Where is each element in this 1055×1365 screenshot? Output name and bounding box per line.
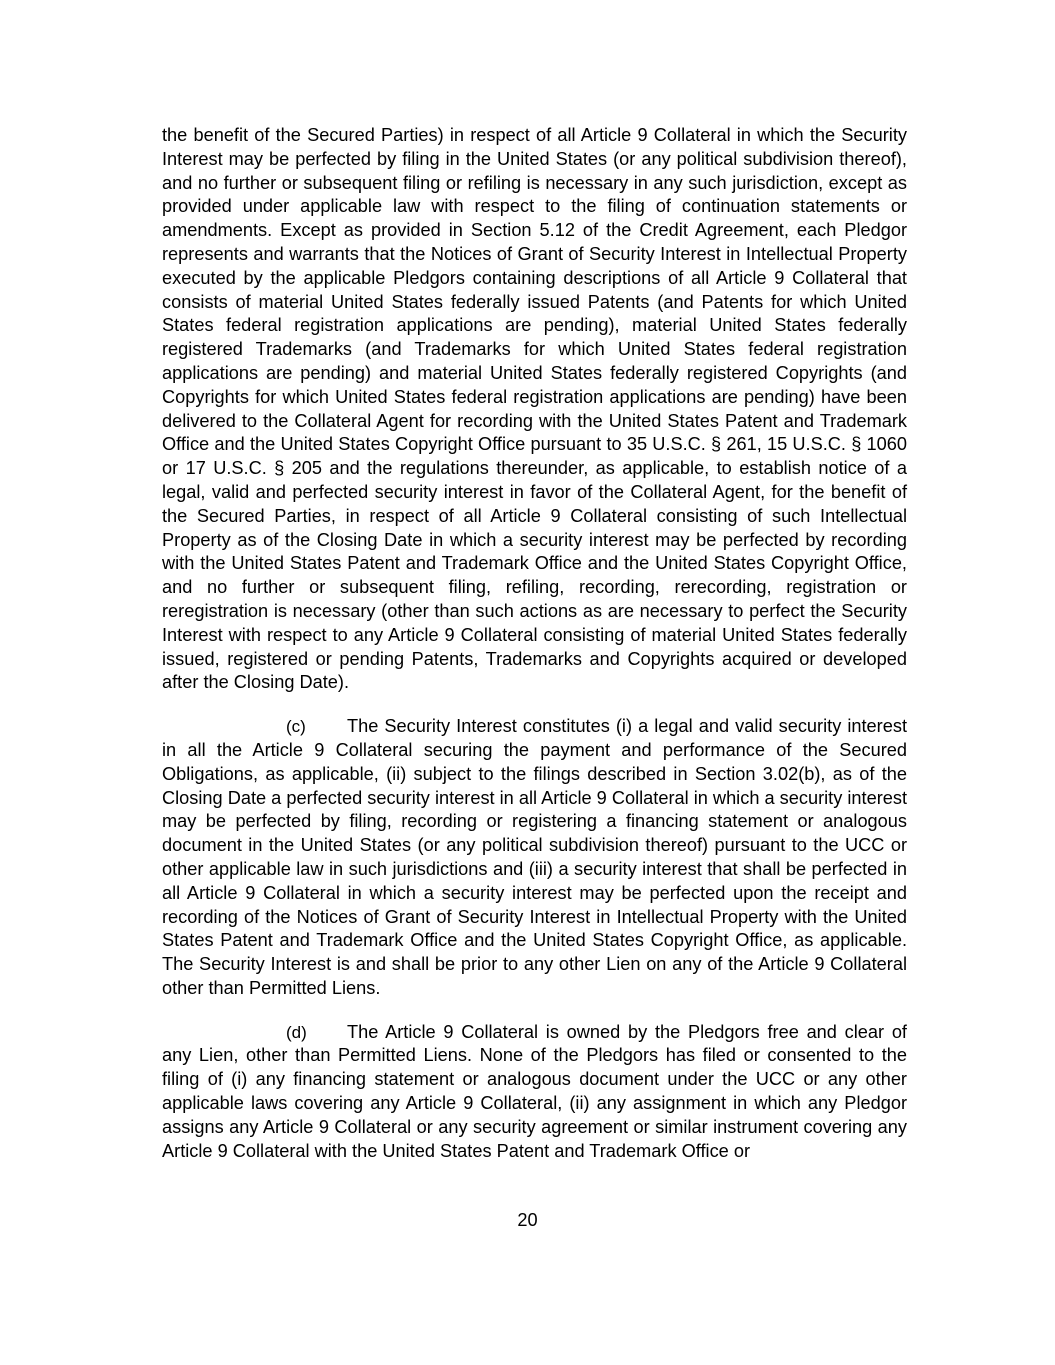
paragraph-c (162, 715, 907, 1001)
paragraph-marker-c: (c) (286, 717, 306, 737)
paragraph-text: The Article 9 Collateral is owned by the Pledgors free and clear of any Lien, other than Permitted Liens. None of the Pledgors has filed or consented to the filing of (i) any financing statement or analogous document under the UCC or any other applicable laws covering any Article 9 Collateral, (ii) any assignment in which any Pledgor assigns any Article 9 Collateral or any security agreement or similar instrument covering any Article 9 Collateral with the United States Patent and Trademark Office or (162, 1021, 907, 1161)
paragraph-d (162, 1021, 907, 1164)
paragraph-text: The Security Interest constitutes (i) a legal and valid security interest in all the Article 9 Collateral securing the payment and performance of the Secured Obligations, as applicable, (ii) subject to the filings described in Section 3.02(b), as of the Closing Date a perfected security interest in all Article 9 Collateral in which a security interest may be perfected by filing, recording or registering a financing statement or analogous document in the United States (or any political subdivision thereof) pursuant to the UCC or other applicable law in such jurisdictions and (iii) a security interest that shall be perfected in all Article 9 Collateral in which a security interest may be perfected upon the receipt and recording of the Notices of Grant of Security Interest in Intellectual Property with the United States Patent and Trademark Office and the United States Copyright Office, as applicable. The Security Interest is and shall be prior to any other Lien on any of the Article 9 Collateral other than Permitted Liens. (162, 716, 908, 998)
page-number: 20 (517, 1210, 538, 1230)
paragraph-continuation (162, 124, 907, 695)
paragraph-text: the benefit of the Secured Parties) in respect of all Article 9 Collateral in which the Security Interest may be perfected by filing in the United States (or any political subdivision thereof), and no further or subsequent filing or refiling is necessary in any such jurisdiction, except as provided under applicable law with respect to the filing of continuation statements or amendments. Except as provided in Section 5.12 of the Credit Agreement, each Pledgor represents and warrants that the Notices of Grant of Security Interest in Intellectual Property executed by the applicable Pledgors containing descriptions of all Article 9 Collateral that consists of material United States federally issued Patents (and Patents for which United States federal registration applications are pending), material United States federally registered Trademarks (and Trademarks for which United States federal registration applications are pending) and material United States federally registered Copyrights (and Copyrights for which United States federal registration applications are pending) have been delivered to the Collateral Agent for recording with the United States Patent and Trademark Office and the United States Copyright Office pursuant to 35 U.S.C. § 261, 15 U.S.C. § 1060 or 17 U.S.C. § 205 and the regulations thereunder, as applicable, to establish notice of a legal, valid and perfected security interest in favor of the Collateral Agent, for the benefit of the Secured Parties, in respect of all Article 9 Collateral consisting of such Intellectual Property as of the Closing Date in which a security interest may be perfected by recording with the United States Patent and Trademark Office and the United States Copyright Office, and no further or subsequent filing, refiling, recording, rerecording, registration or reregistration is necessary (other than such actions as are necessary to perfect the Security Interest with respect to any Article 9 Collateral consisting of material United States federally issued, registered or pending Patents, Trademarks and Copyrights acquired or developed after the Closing Date). (162, 125, 907, 693)
document-body (162, 124, 907, 1163)
paragraph-marker-d: (d) (286, 1022, 307, 1042)
